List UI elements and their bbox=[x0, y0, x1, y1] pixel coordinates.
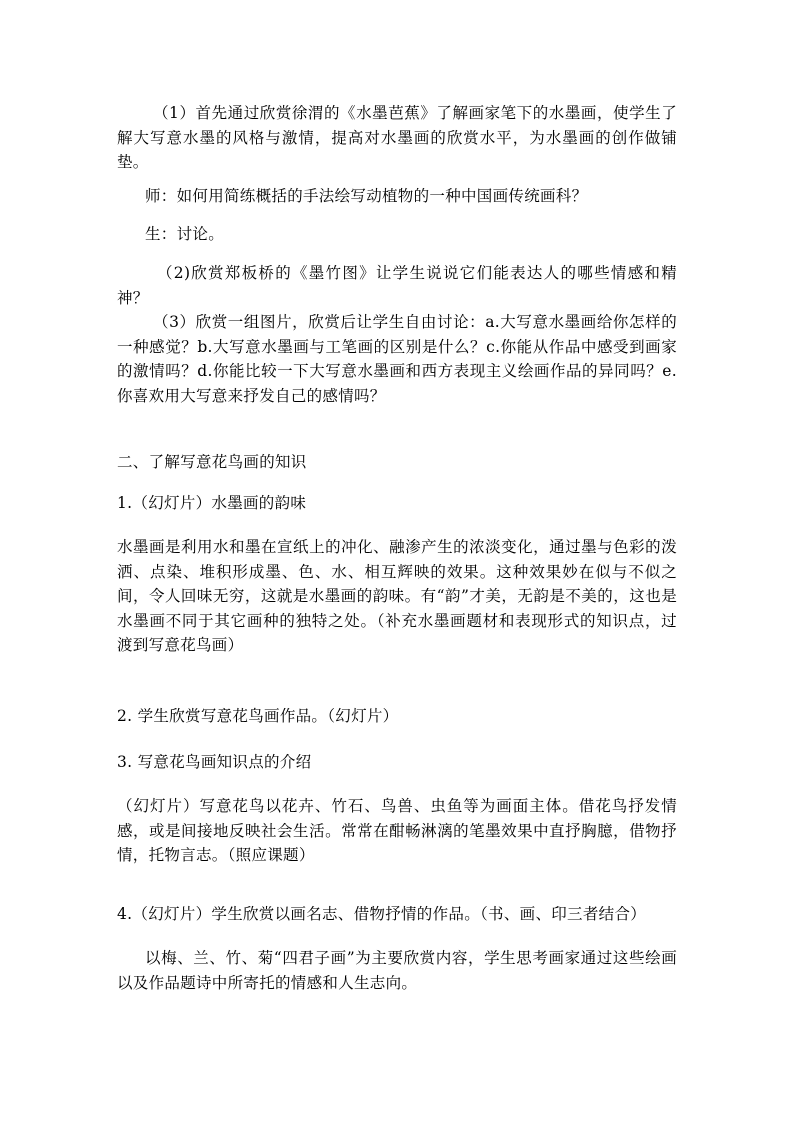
item-2-heading: 2. 学生欣赏写意花鸟画作品。（幻灯片） bbox=[117, 707, 399, 725]
item-1-heading: 1.（幻灯片）水墨画的韵味 bbox=[117, 494, 307, 512]
item-3-heading: 3. 写意花鸟画知识点的介绍 bbox=[117, 753, 312, 771]
section-heading-2: 二、了解写意花鸟画的知识 bbox=[117, 453, 307, 471]
paragraph-appreciate-zhengbanqiao: （2)欣赏郑板桥的《墨竹图》让学生说说它们能表达人的哪些情感和精神？ bbox=[117, 264, 677, 307]
item-4-heading: 4.（幻灯片）学生欣赏以画名志、借物抒情的作品。（书、画、印三者结合） bbox=[117, 905, 647, 923]
paragraph-four-gentlemen: 以梅、兰、竹、菊“四君子画”为主要欣赏内容，学生思考画家通过这些绘画以及作品题诗中所寄托的情感和人生志向。 bbox=[117, 949, 677, 992]
paragraph-freehand-intro: （幻灯片）写意花鸟以花卉、竹石、鸟兽、虫鱼等为画面主体。借花鸟抒发情感，或是间接地反映社会生活。常常在酣畅淋漓的笔墨效果中直抒胸臆，借物抒情，托物言志。（照应课题） bbox=[117, 797, 677, 864]
paragraph-ink-charm: 水墨画是利用水和墨在宣纸上的冲化、融渗产生的浓淡变化，通过墨与色彩的泼洒、点染、堆积形成墨、色、水、相互辉映的效果。这种效果妙在似与不似之间，令人回味无穷，这就是水墨画的韵味。有“韵”才美，无韵是不美的，这也是水墨画不同于其它画种的独特之处。（补充水墨画题材和表现形式的知识点，过渡到写意花鸟画） bbox=[117, 538, 677, 654]
paragraph-appreciate-xuwei: （1）首先通过欣赏徐渭的《水墨芭蕉》了解画家笔下的水墨画，使学生了解大写意水墨的风格与激情，提高对水墨画的欣赏水平，为水墨画的创作做铺垫。 bbox=[117, 104, 677, 171]
paragraph-teacher-question: 师：如何用简练概括的手法绘写动植物的一种中国画传统画科？ bbox=[145, 187, 588, 205]
paragraph-group-discussion: （3）欣赏一组图片，欣赏后让学生自由讨论：a.大写意水墨画给你怎样的一种感觉？b.大写意水墨画与工笔画的区别是什么？c.你能从作品中感受到画家的激情吗？d.你能比较一下大写意水墨画和西方表现主义绘画作品的异同吗？e.你喜欢用大写意来抒发自己的感情吗？ bbox=[117, 313, 677, 405]
paragraph-student-discuss: 生：讨论。 bbox=[145, 225, 225, 243]
